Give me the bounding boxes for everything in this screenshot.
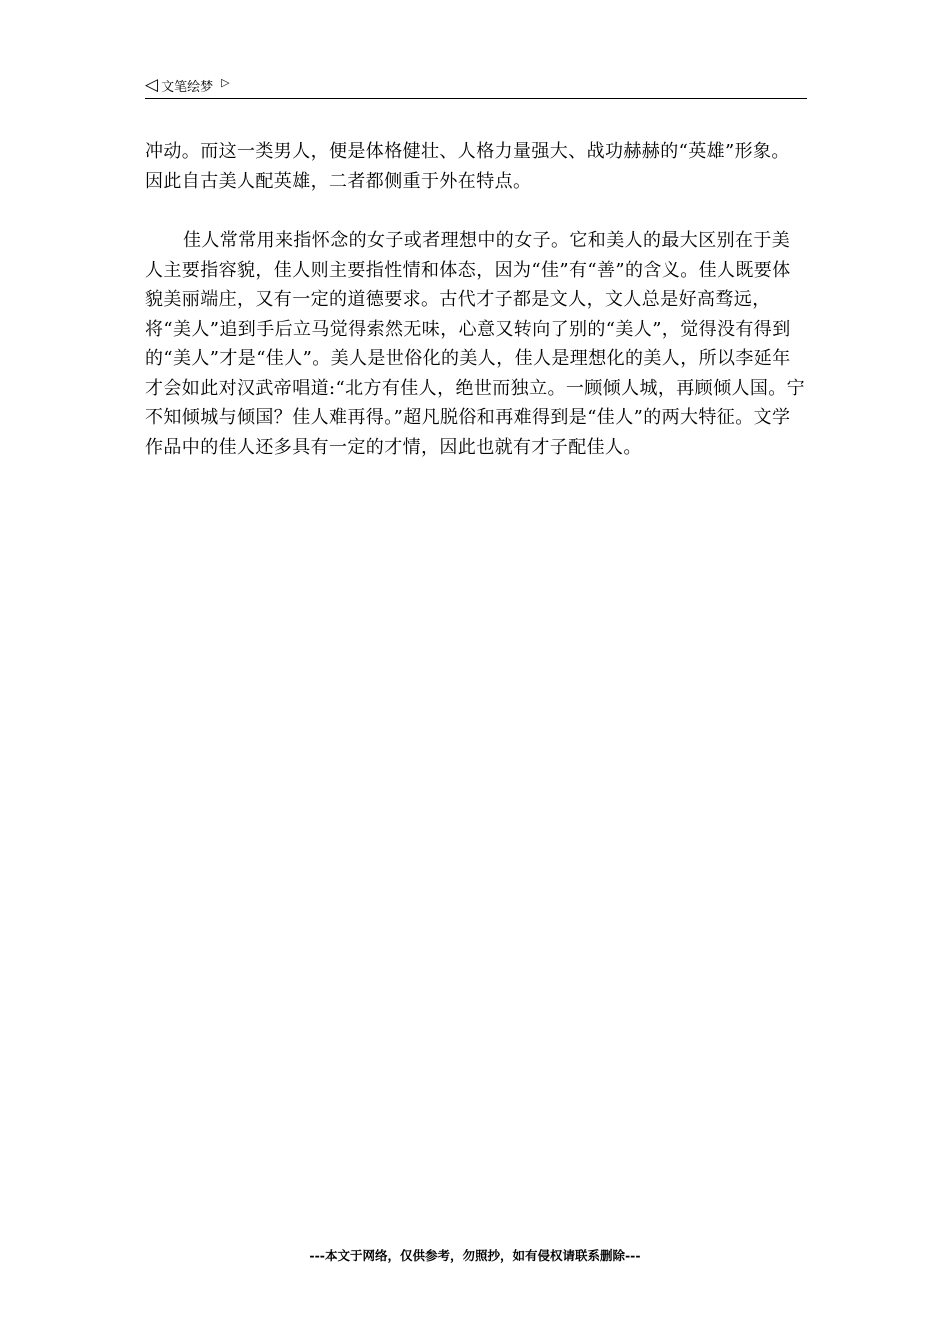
page-footer: ---本文于网络，仅供参考，勿照抄，如有侵权请联系删除---: [309, 1248, 641, 1263]
page-header: [145, 72, 807, 99]
paragraph-2: 佳人常常用来指怀念的女子或者理想中的女子。它和美人的最大区别在于美人主要指容貌，佳人则主要指性情和体态，因为“佳”有“善”的含义。佳人既要体貌美丽端庄，又有一定的道德要求。古代才子都是文人，文人总是好高骛远，将“美人”追到手后立马觉得索然无味，心意又转向了别的“美人”，觉得没有得到的“美人”才是“佳人”。美人是世俗化的美人，佳人是理想化的美人，所以李延年才会如此对汉武帝唱道:“北方有佳人，绝世而独立。一顾倾人城，再顾倾人国。宁不知倾城与倾国？佳人难再得。”超凡脱俗和再难得到是“佳人”的两大特征。文学作品中的佳人还多具有一定的才情，因此也就有才子配佳人。: [145, 230, 806, 458]
paragraph-1: 冲动。而这一类男人，便是体格健壮、人格力量强大、战功赫赫的“英雄”形象。因此自古美人配英雄，二者都侧重于外在特点。: [145, 141, 790, 192]
right-triangle-icon: ▷: [221, 75, 230, 89]
document-body: [145, 137, 807, 462]
left-triangle-icon: ◁: [145, 74, 159, 95]
header-title: 文笔绘梦: [161, 79, 214, 95]
